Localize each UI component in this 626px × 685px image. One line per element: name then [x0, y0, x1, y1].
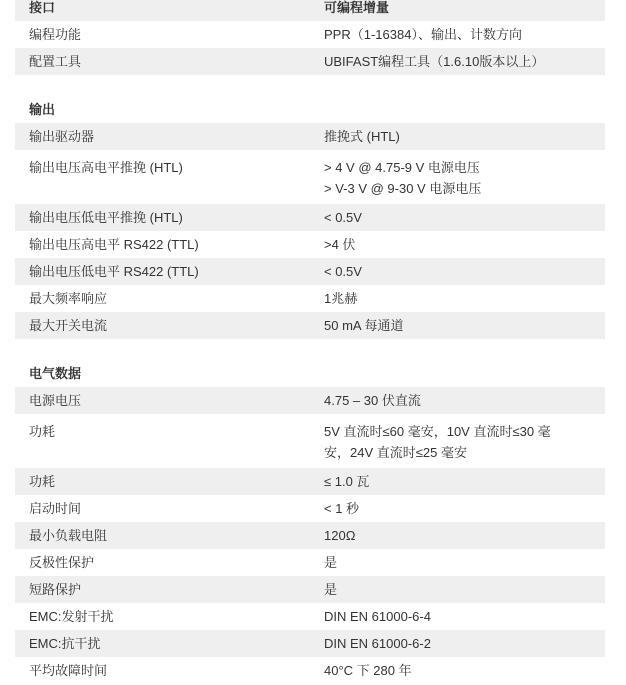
row-value: 是: [324, 582, 338, 597]
row-value: DIN EN 61000-6-4: [324, 609, 431, 624]
output-section: [15, 96, 605, 339]
row-label: 功耗: [29, 424, 56, 439]
table-row: [15, 150, 605, 204]
section-spacer: [15, 339, 605, 360]
row-value: 可编程增量: [324, 0, 390, 15]
row-value: 1兆赫: [324, 291, 358, 306]
row-label: EMC:抗干扰: [29, 636, 101, 651]
table-row: [15, 48, 605, 75]
row-value: < 1 秒: [324, 501, 360, 516]
table-row: [15, 312, 605, 339]
row-label: 启动时间: [29, 501, 82, 516]
table-row: [15, 630, 605, 657]
value-line: > 4 V @ 4.75-9 V 电源电压: [324, 160, 480, 175]
row-value: >4 伏: [324, 237, 356, 252]
row-label: 输出电压高电平 RS422 (TTL): [29, 237, 199, 252]
row-label: 功耗: [29, 474, 56, 489]
value-line: 5V 直流时≤60 毫安，10V 直流时≤30 毫: [324, 424, 551, 439]
row-label: 最大频率响应: [29, 291, 108, 306]
value-line: > V-3 V @ 9-30 V 电源电压: [324, 181, 482, 196]
spec-sheet: [15, 0, 605, 684]
row-label: 最小负载电阻: [29, 528, 108, 543]
row-value: UBIFAST编程工具（1.6.10版本以上）: [324, 54, 545, 69]
table-row: [15, 387, 605, 414]
value-line: 安，24V 直流时≤25 毫安: [324, 445, 467, 460]
row-label: 接口: [29, 0, 56, 15]
row-label: 平均故障时间: [29, 663, 108, 678]
row-value: 40°C 下 280 年: [324, 663, 412, 678]
table-row: [15, 21, 605, 48]
table-row: [15, 0, 605, 21]
row-label: 输出驱动器: [29, 129, 95, 144]
table-row: [15, 495, 605, 522]
row-value: 120Ω: [324, 528, 356, 543]
row-value: < 0.5V: [324, 264, 362, 279]
row-label: 编程功能: [29, 27, 82, 42]
table-row: [15, 123, 605, 150]
row-value: 4.75 – 30 伏直流: [324, 393, 421, 408]
row-label: 输出电压低电平 RS422 (TTL): [29, 264, 199, 279]
row-value: DIN EN 61000-6-2: [324, 636, 431, 651]
row-label: 电源电压: [29, 393, 82, 408]
section-spacer: [15, 75, 605, 96]
table-row: [15, 522, 605, 549]
row-value: PPR（1-16384）、输出、计数方向: [324, 27, 522, 42]
table-row: [15, 258, 605, 285]
row-value: < 0.5V: [324, 210, 362, 225]
table-row: [15, 204, 605, 231]
table-row: [15, 285, 605, 312]
row-value: [310, 421, 605, 463]
table-row: [15, 576, 605, 603]
row-label: 短路保护: [29, 582, 82, 597]
row-label: 最大开关电流: [29, 318, 108, 333]
table-row: [15, 603, 605, 630]
row-value: 是: [324, 555, 338, 570]
row-label: 输出电压高电平推挽 (HTL): [29, 160, 183, 175]
row-value: 50 mA 每通道: [324, 318, 404, 333]
interface-section: [15, 0, 605, 75]
row-label: 输出电压低电平推挽 (HTL): [29, 210, 183, 225]
table-row: [15, 657, 605, 684]
row-label: EMC:发射干扰: [29, 609, 114, 624]
row-label: 配置工具: [29, 54, 82, 69]
table-row: [15, 468, 605, 495]
table-row: [15, 414, 605, 468]
table-row: [15, 231, 605, 258]
row-label: 反极性保护: [29, 555, 95, 570]
row-value: 推挽式 (HTL): [324, 129, 400, 144]
section-title: 输出: [29, 102, 56, 117]
table-row: [15, 549, 605, 576]
electrical-section: [15, 360, 605, 684]
row-value: ≤ 1.0 瓦: [324, 474, 370, 489]
section-title: 电气数据: [29, 366, 82, 381]
row-value: [310, 157, 605, 199]
